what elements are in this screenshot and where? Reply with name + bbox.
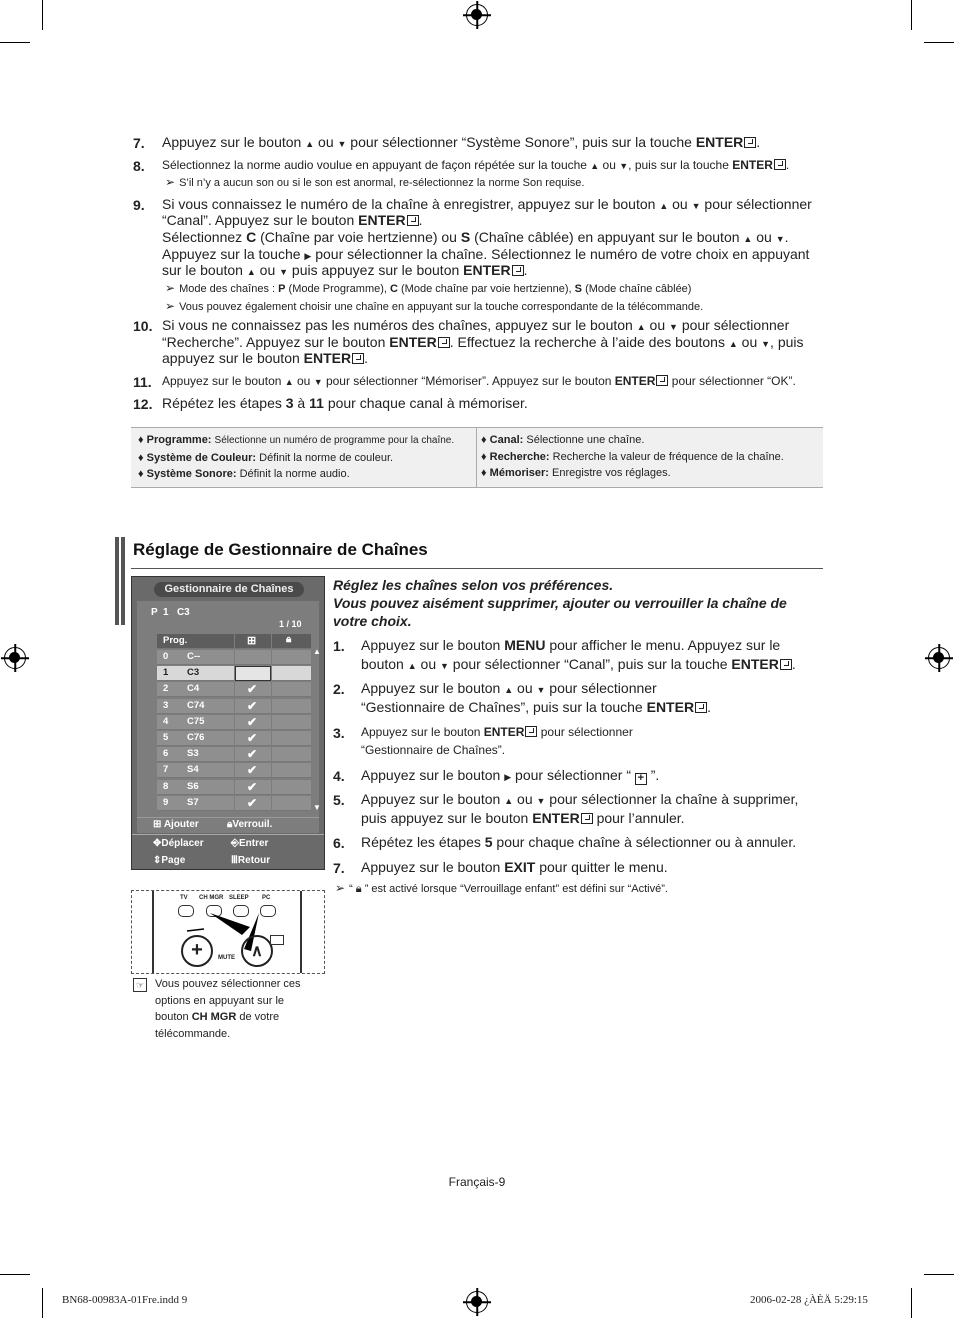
up-arrow-icon: ▲ [743,234,753,244]
channel-manager-osd [131,576,325,870]
page-number: Français-9 [448,1175,506,1189]
up-arrow-icon: ▲ [728,339,738,349]
up-arrow-icon: ▲ [504,685,514,695]
registration-mark-icon [466,1291,488,1313]
channel-row[interactable]: 6 S3 ✔ [157,747,311,762]
section-bar [121,537,125,625]
down-arrow-icon: ▼ [619,161,629,171]
check-icon: ✔ [247,747,258,762]
definition-column-right: ♦ Canal: Sélectionne une chaîne. ♦ Recherche: Recherche la valeur de fréquence de la chaîne. ♦ Mémoriser: Enregistre vos réglages. [481,434,784,479]
enter-icon [774,159,786,170]
section-title: Réglage de Gestionnaire de Chaînes [133,540,428,559]
down-arrow-icon: ▼ [337,139,347,149]
right-arrow-icon: ▶ [504,772,512,782]
enter-icon [581,813,593,824]
add-icon: ⊞ [153,819,162,830]
down-arrow-icon: ▼ [279,267,289,277]
down-arrow-icon: ▼ [440,661,449,671]
note-arrow-icon: ➢ [335,881,346,895]
enter-icon [656,375,668,386]
section-bar [115,537,119,625]
check-icon: ✔ [247,731,258,745]
enter-icon [407,215,419,226]
down-arrow-icon: ▼ [775,234,785,244]
crop-mark [924,1274,954,1275]
scroll-up-icon[interactable]: ▲ [313,647,321,656]
lock-note: ➢ “ 🔒︎ ” est activé lorsque “Verrouillage enfant” est défini sur “Activé”. [335,881,668,895]
channel-row[interactable]: 7 S4 ✔ [157,763,311,778]
crop-mark [911,0,912,30]
channel-row[interactable]: 8 S6 ✔ [157,780,311,795]
section-intro: Réglez les chaînes selon vos préférences. Vous pouvez aisément supprimer, ajouter ou verrouiller la chaîne de votre choix. [333,577,787,629]
osd-lock-hint: 🔒︎Verrouil. [227,819,273,830]
osd-enter-hint: ⎆Entrer [231,838,269,849]
channel-row[interactable]: 4 C75 ✔ [157,715,311,730]
up-arrow-icon: ▲ [246,267,256,277]
return-icon: Ⅲ [231,855,238,866]
osd-header-row: Prog. ⊞ 🔒︎ [157,634,311,649]
slug-date: 2006-02-28 ¿ÀÈÄ 5:29:15 [750,1294,868,1306]
down-arrow-icon: ▼ [313,377,323,387]
enter-icon: ⎆ [231,838,239,849]
crop-mark [924,42,954,43]
up-arrow-icon: ▲ [305,139,315,149]
info-button[interactable] [270,935,284,945]
add-icon: ⊞ [247,635,257,647]
check-icon: ✔ [247,698,258,713]
up-arrow-icon: ▲ [407,661,417,671]
mute-label: MUTE [218,955,235,961]
crop-mark [911,1288,912,1318]
osd-current-channel: P 1 C3 [151,607,190,618]
volume-up-button[interactable]: + [181,935,213,967]
definition-column-left: ♦ Programme: Sélectionne un numéro de programme pour la chaîne. ♦ Système de Couleur: Définit la norme de couleur. ♦ Système Sonore: Définit la norme audio. [138,434,455,480]
note-arrow-icon: ➢ [165,299,176,313]
lock-icon: 🔒︎ [227,819,233,830]
channel-row[interactable]: 3 C74 ✔ [157,699,311,714]
add-icon: + [635,773,647,785]
lock-icon: 🔒︎ [286,634,292,645]
channel-up-button[interactable]: ∧ [241,935,273,967]
channel-row[interactable]: 0 C-- [157,650,311,665]
channel-row[interactable]: 5 C76 ✔ [157,731,311,746]
move-icon: ✥ [153,838,162,849]
osd-panel [137,601,319,833]
up-arrow-icon: ▲ [504,796,514,806]
definition-table [131,427,823,488]
pointer-arrows-icon [132,891,325,974]
down-arrow-icon: ▼ [761,339,771,349]
crop-mark [42,1288,43,1318]
scroll-down-icon[interactable]: ▼ [313,803,321,812]
enter-icon [780,659,792,670]
enter-icon [512,265,524,276]
tv-label: TV [180,895,188,901]
chmgr-label: CH MGR [199,895,224,901]
down-arrow-icon: ▼ [669,322,678,332]
remote-illustration [131,890,325,974]
note-arrow-icon: ➢ [165,281,176,295]
enter-icon [352,353,364,364]
channel-row[interactable]: 1 C3 [157,666,311,681]
osd-page-indicator: 1 / 10 [279,619,302,629]
crop-mark [0,42,30,43]
channel-row[interactable]: 2 C4 ✔ [157,682,311,697]
check-icon: ✔ [247,779,258,794]
down-arrow-icon: ▼ [691,201,701,211]
remote-tip: Vous pouvez sélectionner ces options en appuyant sur le bouton CH MGR de votre télécommande. [155,978,301,1040]
check-icon: ✔ [247,714,258,729]
remote-hint-icon: ☞ [133,978,147,992]
osd-move-hint: ✥Déplacer [153,838,204,849]
enter-icon [695,702,707,713]
registration-mark-icon [466,4,488,26]
check-icon: ✔ [247,763,258,778]
up-arrow-icon: ▲ [659,201,669,211]
osd-page-hint: ⇕Page [153,855,186,866]
osd-title: Gestionnaire de Chaînes [154,582,304,597]
right-arrow-icon: ▶ [304,251,312,261]
check-icon: ✔ [247,795,258,810]
lock-icon: 🔒︎ [355,883,362,895]
enter-icon [525,726,537,737]
registration-mark-icon [4,647,26,669]
check-icon: ✔ [247,682,258,697]
osd-return-hint: ⅢRetour [231,855,271,866]
up-arrow-icon: ▲ [590,161,600,171]
enter-icon [744,137,756,148]
crop-mark [0,1274,30,1275]
up-arrow-icon: ▲ [284,377,294,387]
sleep-label: SLEEP [229,895,249,901]
pc-label: PC [262,895,271,901]
down-arrow-icon: ▼ [536,796,546,806]
enter-icon [438,337,450,348]
up-arrow-icon: ▲ [636,322,646,332]
section-rule [131,568,823,569]
crop-mark [42,0,43,30]
registration-mark-icon [928,647,950,669]
page-icon: ⇕ [153,855,162,866]
channel-row[interactable]: 9 S7 ✔ [157,796,311,811]
note-arrow-icon: ➢ [165,175,176,189]
down-arrow-icon: ▼ [536,685,546,695]
slug-file: BN68-00983A-01Fre.indd 9 [62,1294,188,1306]
osd-add-hint: ⊞ Ajouter [153,819,199,830]
